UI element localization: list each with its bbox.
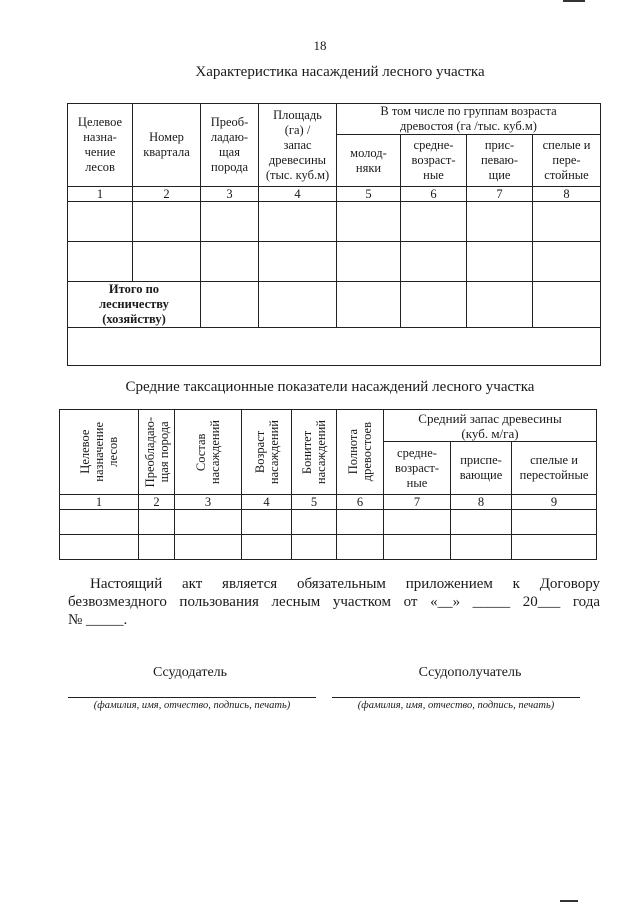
col-number: 9: [512, 495, 597, 510]
table-row: [60, 535, 597, 560]
col-number: 8: [533, 187, 601, 202]
table-row: [68, 328, 601, 366]
borrower-signature-line: [332, 697, 580, 698]
header-young: молод- няки: [337, 135, 401, 187]
col-number: 2: [133, 187, 201, 202]
paragraph-line: № _____.: [68, 612, 128, 628]
col-number: 1: [60, 495, 139, 510]
header-species: Преобладаю- щая порода: [139, 410, 175, 495]
table2-title: Средние таксационные показатели насаждений лесного участка: [125, 379, 535, 395]
col-number: 7: [467, 187, 533, 202]
borrower-signature-caption: (фамилия, имя, отчество, подпись, печать): [357, 700, 555, 711]
table1-title: Характеристика насаждений лесного участка: [195, 64, 485, 80]
header-premature: приспе- вающие: [451, 442, 512, 495]
header-purpose: Целевое назна- чение лесов: [68, 104, 133, 187]
header-species: Преоб- ладаю- щая порода: [201, 104, 259, 187]
lender-title: Ссудодатель: [152, 665, 228, 680]
col-number: 5: [292, 495, 337, 510]
act-paragraph: [68, 575, 600, 629]
header-bonitet: Бонитет насаждений: [292, 410, 337, 495]
table-row: [68, 242, 601, 282]
col-number: 2: [139, 495, 175, 510]
average-taxation-table: [59, 409, 597, 560]
lender-signature-caption: (фамилия, имя, отчество, подпись, печать): [93, 700, 291, 711]
scan-mark: [563, 0, 585, 2]
header-average-stock: Средний запас древесины (куб. м/га): [384, 410, 597, 442]
total-row: [68, 282, 601, 328]
table-row: [60, 510, 597, 535]
col-number: 4: [242, 495, 292, 510]
col-number: 4: [259, 187, 337, 202]
header-premature: прис- певаю- щие: [467, 135, 533, 187]
scan-mark: [560, 900, 578, 902]
header-area: Площадь (га) / запас древесины (тыс. куб.м): [259, 104, 337, 187]
col-number: 6: [337, 495, 384, 510]
page-number: 18: [313, 38, 327, 53]
col-number: 7: [384, 495, 451, 510]
col-number: 6: [401, 187, 467, 202]
col-number: 3: [175, 495, 242, 510]
header-mature: спелые и перестойные: [512, 442, 597, 495]
header-middle-aged: средне- возраст- ные: [401, 135, 467, 187]
paragraph-line: Настоящий акт является обязательным приложением к Договору: [90, 576, 600, 592]
header-purpose: Целевое назначение лесов: [60, 410, 139, 495]
header-age-groups: В том числе по группам возраста древостоя (га /тыс. куб.м): [337, 104, 601, 135]
col-number: 1: [68, 187, 133, 202]
header-density: Полнота древостоев: [337, 410, 384, 495]
header-middle-aged: средне- возраст- ные: [384, 442, 451, 495]
col-number: 3: [201, 187, 259, 202]
header-mature: спелые и пере- стойные: [533, 135, 601, 187]
forest-characteristics-table: [67, 103, 601, 366]
header-composition: Состав насаждений: [175, 410, 242, 495]
header-age: Возраст насаждений: [242, 410, 292, 495]
borrower-title: Ссудополучатель: [418, 665, 522, 680]
table-row: [68, 202, 601, 242]
col-number: 5: [337, 187, 401, 202]
lender-signature-line: [68, 697, 316, 698]
col-number: 8: [451, 495, 512, 510]
total-label: Итого по лесничеству (хозяйству): [68, 282, 201, 328]
paragraph-line: безвозмездного пользования лесным участком от «__» _____ 20___ года: [68, 594, 600, 610]
header-quarter: Номер квартала: [133, 104, 201, 187]
